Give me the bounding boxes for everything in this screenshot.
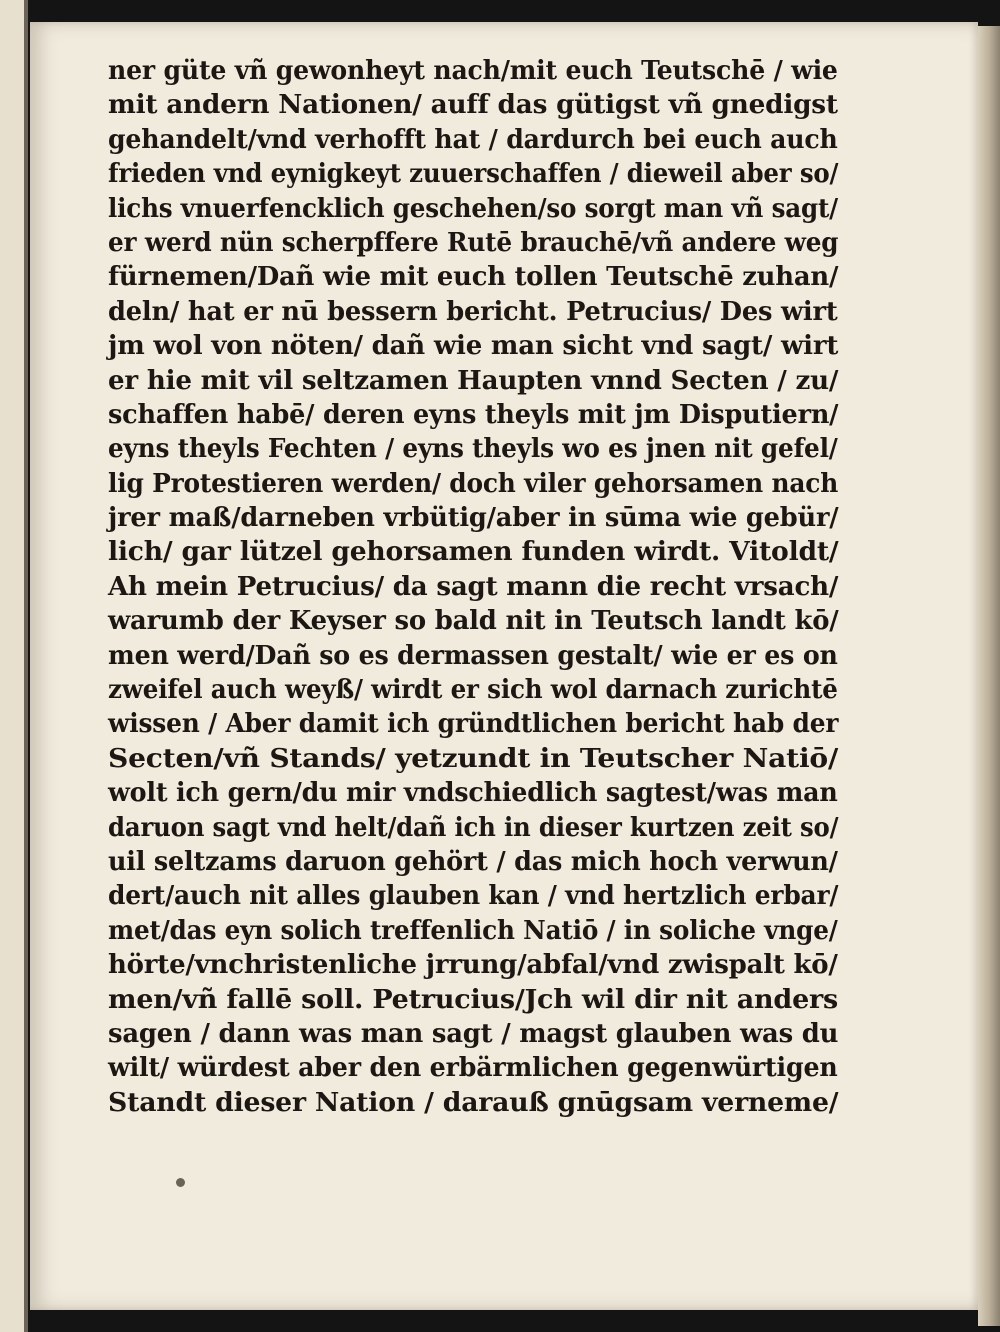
text-line: met/das eyn solich treffenlich Natiō / in soliche vnge/: [108, 915, 838, 946]
text-line: schaffen habē/ deren eyns theyls mit jm Disputiern/: [108, 399, 839, 430]
text-line: dert/auch nit alles glauben kan / vnd hertzlich erbar/: [108, 881, 839, 912]
text-line: sagen / dann was man sagt / magst glauben was du: [108, 1018, 839, 1049]
text-line: warumb der Keyser so bald nit in Teutsch landt kō/: [108, 606, 839, 637]
text-line: er werd nün scherpffere Rutē brauchē/vñ andere weg: [108, 227, 839, 258]
text-line: hörte/vnchristenliche jrrung/abfal/vnd zwispalt kō/: [108, 950, 838, 981]
text-line: frieden vnd eynigkeyt zuuerschaffen / dieweil aber so/: [108, 159, 839, 190]
ink-spot: [176, 1178, 185, 1187]
text-line: deln/ hat er nū bessern bericht. Petrucius/ Des wirt: [108, 296, 838, 327]
text-line: ner güte vñ gewonheyt nach/mit euch Teutschē / wie: [108, 56, 838, 86]
body-text: [108, 54, 838, 1120]
text-line: Ah mein Petrucius/ da sagt mann die recht vrsach/: [108, 571, 839, 602]
text-line: mit andern Nationen/ auff das gütigst vñ gnedigst: [108, 90, 838, 121]
text-line: gehandelt/vnd verhofft hat / dardurch bei euch auch: [108, 124, 838, 155]
text-line: er hie mit vil seltzamen Haupten vnnd Secten / zu/: [108, 365, 839, 396]
text-line: lichs vnuerfencklich geschehen/so sorgt man vñ sagt/: [108, 193, 838, 224]
page-stack-edge: [978, 26, 1000, 1326]
previous-page-edge: [0, 0, 28, 1332]
text-line: jrer maß/darneben vrbütig/aber in sūma wie gebür/: [108, 503, 839, 534]
text-line: lig Protestieren werden/ doch viler gehorsamen nach: [108, 468, 839, 499]
text-line: wolt ich gern/du mir vndschiedlich sagtest/was man: [108, 778, 838, 809]
text-line: eyns theyls Fechten / eyns theyls wo es jnen nit gefel/: [108, 434, 838, 465]
text-line: wissen / Aber damit ich gründtlichen bericht hab der: [108, 709, 839, 740]
text-line: zweifel auch weyß/ wirdt er sich wol darnach zurichtē: [108, 675, 838, 706]
text-line: jm wol von nöten/ dañ wie man sicht vnd sagt/ wirt: [108, 331, 839, 362]
text-line: Secten/vñ Stands/ yetzundt in Teutscher Natiō/: [108, 743, 839, 774]
text-line: wilt/ würdest aber den erbärmlichen gegenwürtigen: [108, 1053, 838, 1084]
text-line: lich/ gar lützel gehorsamen funden wirdt. Vitoldt/: [108, 537, 839, 568]
text-line: daruon sagt vnd helt/dañ ich in dieser kurtzen zeit so/: [108, 812, 839, 843]
text-line: men/vñ fallē soll. Petrucius/Jch wil dir nit anders: [108, 984, 838, 1015]
text-line: men werd/Dañ so es dermassen gestalt/ wie er es on: [108, 640, 838, 671]
text-line: fürnemen/Dañ wie mit euch tollen Teutschē zuhan/: [108, 262, 839, 293]
text-line: Standt dieser Nation / darauß gnūgsam verneme/: [108, 1087, 839, 1118]
text-line: uil seltzams daruon gehört / das mich hoch verwun/: [108, 846, 838, 877]
